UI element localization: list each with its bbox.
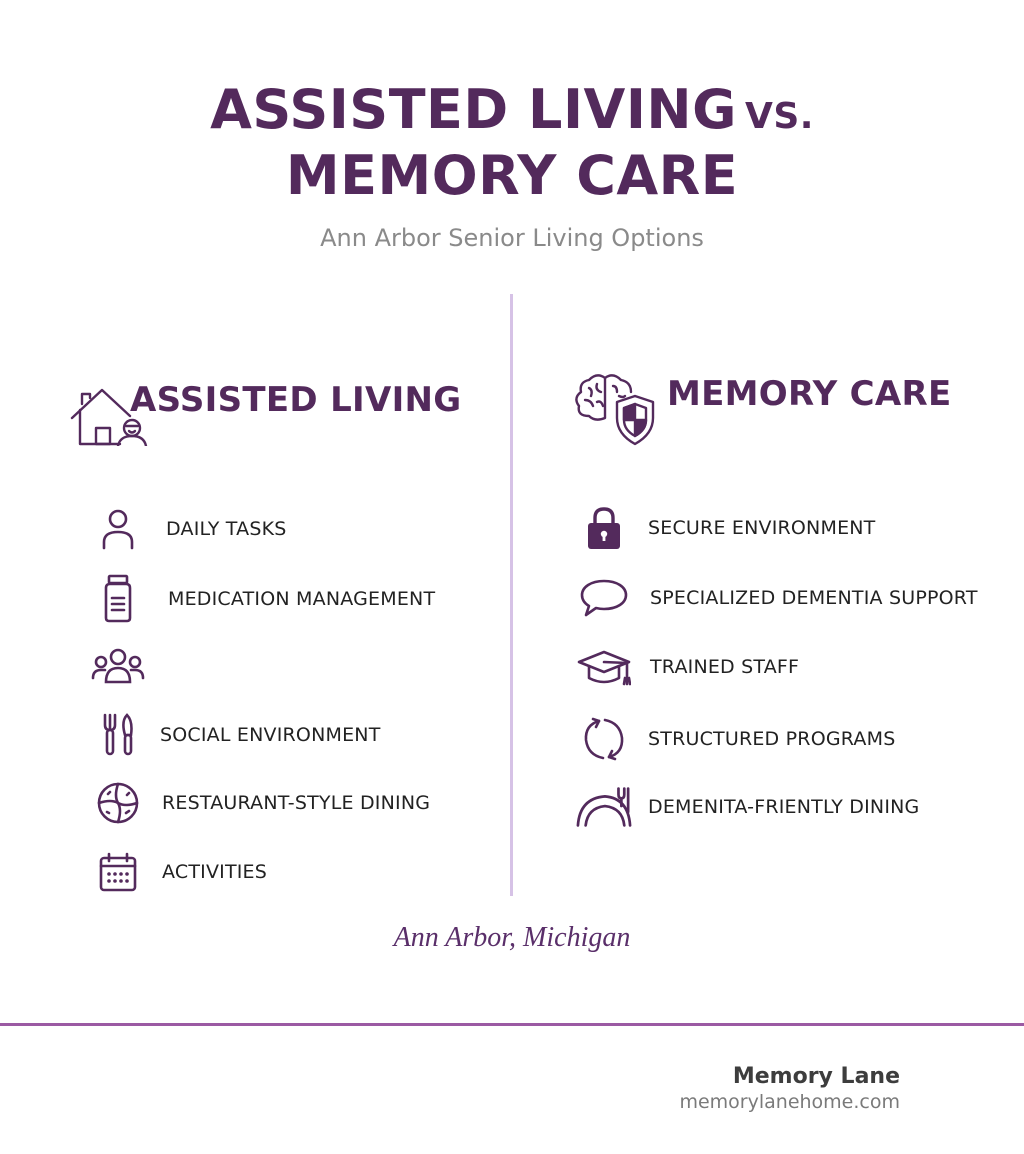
memory-care-item [576,648,799,686]
assisted-living-item [90,648,146,684]
item-label: DEMENITA-FRIENTLY DINING [648,796,920,818]
assisted-living-heading [68,372,462,446]
footer-rule [0,1023,1024,1026]
assisted-living-item [90,508,287,550]
assisted-living-item [90,782,430,824]
item-label: DAILY TASKS [166,518,287,540]
speech-bubble-icon [576,578,632,618]
group-icon [90,648,146,684]
item-label: ACTIVITIES [162,861,268,883]
plate-fork-icon [576,786,632,828]
title-line-1 [0,78,1024,149]
title-assisted-living: ASSISTED LIVING [210,78,737,141]
item-label: TRAINED STAFF [650,656,800,678]
memory-care-item [576,786,919,828]
memory-care-item [576,578,978,618]
brain-shield-icon [575,368,659,448]
plate-icon [90,782,146,824]
medicine-bottle-icon [90,574,146,624]
assisted-living-item [90,852,267,892]
assisted-living-item [90,574,435,624]
title-line-2: MEMORY CARE [285,144,739,207]
memory-care-item [576,506,876,550]
brand-name: Memory Lane [732,1064,900,1089]
assisted-living-heading-label: ASSISTED LIVING [130,380,462,420]
memory-care-heading [575,368,952,448]
fork-knife-icon [90,713,146,757]
memory-care-heading-label: MEMORY CARE [667,374,952,414]
subtitle: Ann Arbor Senior Living Options [320,224,704,252]
footer-brand [679,1064,900,1113]
calendar-icon [90,852,146,892]
lock-icon [576,506,632,550]
item-label: STRUCTURED PROGRAMS [648,728,896,750]
column-divider [510,294,513,896]
item-label: SPECIALIZED DEMENTIA SUPPORT [650,587,978,609]
cycle-arrows-icon [576,716,632,762]
item-label: MEDICATION MANAGEMENT [168,588,436,610]
item-label: SECURE ENVIRONMENT [648,517,876,539]
location-caption: Ann Arbor, Michigan [393,922,631,953]
item-label: RESTAURANT-STYLE DINING [162,792,431,814]
brand-url[interactable]: memorylanehome.com [679,1091,900,1113]
graduation-cap-icon [576,648,632,686]
assisted-living-item [90,713,381,757]
person-icon [90,508,146,550]
title-vs: VS. [744,96,814,137]
item-label: SOCIAL ENVIRONMENT [160,724,381,746]
memory-care-item [576,716,895,762]
